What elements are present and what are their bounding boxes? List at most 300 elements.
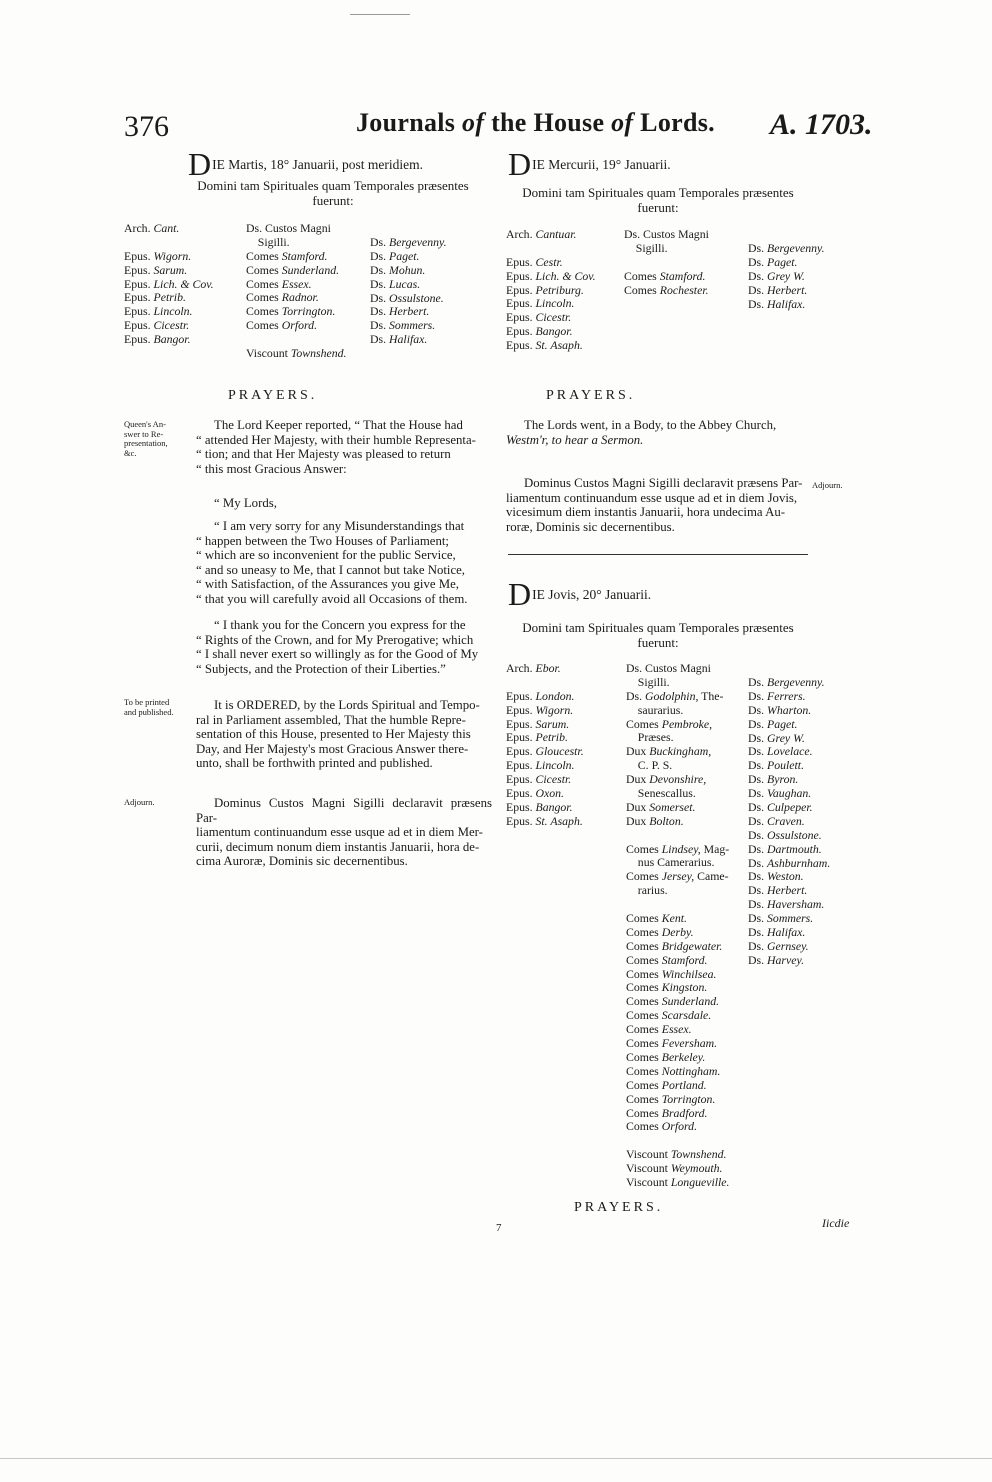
attendee-title: Epus.	[124, 276, 154, 291]
attendee-title: Ds.	[748, 758, 768, 773]
attendee-title: Comes	[626, 1091, 662, 1106]
attendee-entry	[626, 1107, 730, 1121]
attendee-title: Comes	[626, 924, 662, 939]
attendee-name: Lindsey,	[661, 841, 701, 856]
attendee-title: Arch.	[506, 661, 536, 675]
attendee-name: Petrib.	[153, 290, 186, 305]
attendee-title: Comes	[246, 304, 282, 319]
attendee-entry	[626, 676, 730, 690]
attendee-entry	[748, 954, 830, 968]
attendee-entry	[748, 759, 830, 773]
attendee-entry	[626, 884, 730, 898]
attendee-entry	[748, 298, 825, 312]
attendee-name: Stamford.	[281, 248, 328, 263]
attendee-name: Bangor.	[535, 324, 573, 339]
attendee-entry	[124, 264, 214, 278]
attendee-entry	[506, 759, 584, 773]
attendee-entry	[246, 222, 346, 236]
attendee-title: Ds.	[370, 235, 390, 249]
signature-mark: 7	[496, 1222, 502, 1234]
attendee-title: Comes	[626, 994, 662, 1009]
attendee-entry	[626, 968, 730, 982]
attendee-name: Petriburg.	[535, 282, 584, 297]
attendee-entry	[626, 773, 730, 787]
attendee-title: Epus.	[506, 268, 536, 283]
attendee-title: Ds.	[370, 304, 390, 319]
attendance-col-barons	[370, 236, 447, 347]
attendee-entry	[626, 1079, 730, 1093]
attendee-title: Ds.	[748, 827, 768, 842]
attendee-entry	[748, 256, 825, 270]
attendee-title: Comes	[626, 938, 662, 953]
attendee-name: Wigorn.	[153, 248, 192, 263]
attendee-name: Culpeper.	[767, 800, 813, 815]
attendee-entry	[124, 291, 214, 305]
attendee-name: Lucas.	[389, 276, 421, 291]
prayers-heading: PRAYERS.	[574, 1200, 664, 1215]
attendee-office: Mag-	[700, 841, 730, 856]
attendee-name: Townshend.	[670, 1147, 727, 1162]
attendee-title: Comes	[626, 1049, 662, 1064]
attendee-title: Ds.	[748, 268, 768, 283]
attendee-office: The-	[698, 688, 724, 703]
attendee-entry	[626, 1009, 730, 1023]
attendee-name: Petrib.	[535, 730, 568, 745]
attendee-name: Sunderland.	[281, 262, 340, 277]
attendee-entry	[626, 870, 730, 884]
attendee-entry	[626, 662, 730, 676]
attendee-entry	[124, 222, 214, 236]
attendee-title: Epus.	[506, 813, 536, 828]
catchword: Iicdie	[822, 1216, 850, 1230]
attendee-title: Ds.	[748, 813, 768, 828]
attendee-title: Præses.	[626, 730, 674, 745]
attendee-entry	[748, 912, 830, 926]
attendee-title: Epus.	[124, 248, 154, 263]
attendee-title: Epus.	[506, 702, 536, 717]
attendee-name: Orford.	[281, 318, 318, 333]
attendee-entry	[506, 676, 584, 690]
attendee-title: saurarius.	[626, 702, 684, 717]
attendee-entry	[626, 1093, 730, 1107]
attendee-title: Ds.	[748, 675, 768, 689]
attendee-entry	[246, 333, 346, 347]
attendee-entry	[124, 250, 214, 264]
marginal-note-printed: To be printed and published.	[124, 697, 174, 717]
present-heading: Domini tam Spirituales quam Temporales præsentes fuerunt:	[197, 178, 469, 208]
attendee-name: Bangor.	[535, 799, 573, 814]
attendee-entry	[370, 305, 447, 319]
attendee-entry	[626, 1037, 730, 1051]
attendee-name: Derby.	[661, 924, 694, 939]
attendee-name: Lich. & Cov.	[535, 268, 596, 283]
attendee-entry	[748, 870, 830, 884]
attendee-title: Senescallus.	[626, 786, 696, 801]
attendee-entry	[748, 898, 830, 912]
attendee-name: Bergevenny.	[767, 241, 825, 255]
attendee-name: Dartmouth.	[767, 841, 822, 856]
attendance-col-temporal	[626, 662, 730, 1190]
attendee-title: Dux	[626, 772, 650, 787]
attendee-entry	[626, 1023, 730, 1037]
attendee-entry	[626, 690, 730, 704]
attendee-name: Portland.	[661, 1077, 707, 1092]
attendee-title: Comes	[624, 282, 660, 297]
attendee-title: Epus.	[124, 290, 154, 305]
attendee-entry	[506, 773, 584, 787]
attendee-title: Ds. Custos Magni	[626, 661, 711, 675]
attendee-name: Herbert.	[767, 282, 808, 297]
attendee-title: Comes	[246, 318, 282, 333]
attendee-title: Ds.	[748, 855, 768, 870]
attendee-name: Mohun.	[389, 262, 426, 277]
running-title: Journals of the House of Lords.	[356, 108, 715, 137]
attendee-entry	[246, 250, 346, 264]
attendee-name: Townshend.	[290, 346, 347, 361]
attendee-name: Pembroke,	[661, 716, 713, 731]
attendee-title: Comes	[626, 1077, 662, 1092]
my-lords-salutation: “ My Lords,	[214, 496, 277, 510]
attendee-title: Comes	[626, 869, 662, 884]
attendee-name: Rochester.	[659, 282, 709, 297]
queens-answer-paragraph-1: “ I am very sorry for any Misunderstandings that “ happen between the Two Houses of Parliament; “ which are so inconvenient for the public Service, “ and so uneasy to Me, that I cannot but take Notice, “ with Satisfaction, of the Assurances you give Me, “ that you will carefully avoid all Occasions of them.	[196, 519, 468, 606]
attendee-name: Cestr.	[535, 254, 563, 269]
attendee-name: Poulett.	[767, 758, 805, 773]
attendee-name: Bergevenny.	[767, 675, 825, 689]
attendee-entry	[626, 940, 730, 954]
attendee-name: Ossulstone.	[767, 827, 822, 842]
attendee-entry	[626, 731, 730, 745]
attendee-name: Lovelace.	[767, 744, 813, 759]
attendee-title: Epus.	[506, 310, 536, 325]
attendee-name: London.	[535, 688, 575, 703]
attendee-entry	[624, 228, 709, 242]
attendance-col-barons	[748, 242, 825, 311]
attendee-name: Bergevenny.	[389, 235, 447, 249]
attendee-name: Ebor.	[535, 661, 561, 675]
attendee-title: Ds.	[748, 938, 768, 953]
attendee-name: Paget.	[767, 716, 798, 731]
attendee-entry	[506, 731, 584, 745]
attendee-entry	[626, 787, 730, 801]
attendee-entry	[506, 297, 596, 311]
attendee-entry	[626, 1148, 730, 1162]
attendee-entry	[506, 256, 596, 270]
attendee-title: Ds.	[748, 744, 768, 759]
attendee-name: Orford.	[661, 1119, 698, 1134]
attendee-title: nus Camerarius.	[626, 855, 715, 870]
attendee-name: Cicestr.	[153, 318, 190, 333]
attendee-title: Epus.	[506, 338, 536, 353]
attendee-title: Ds.	[748, 786, 768, 801]
attendance-col-spiritual	[124, 222, 214, 347]
attendee-title: Comes	[626, 1036, 662, 1051]
attendee-entry	[626, 1176, 730, 1190]
attendee-entry	[246, 347, 346, 361]
attendee-entry	[626, 981, 730, 995]
attendee-name: St. Asaph.	[535, 813, 583, 828]
attendee-title: Comes	[626, 980, 662, 995]
attendee-entry	[506, 270, 596, 284]
attendee-entry	[246, 278, 346, 292]
attendee-entry	[506, 228, 596, 242]
attendance-col-spiritual	[506, 228, 596, 353]
attendee-entry	[626, 745, 730, 759]
attendee-title: Epus.	[506, 296, 536, 311]
attendee-name: Bolton.	[649, 813, 684, 828]
bottom-edge-line	[0, 1458, 992, 1459]
present-heading: Domini tam Spirituales quam Temporales præsentes fuerunt:	[522, 185, 794, 215]
attendee-entry	[748, 690, 830, 704]
attendee-name: Byron.	[767, 772, 799, 787]
attendance-col-barons	[748, 676, 830, 968]
attendee-name: Berkeley.	[661, 1049, 706, 1064]
attendee-name: Godolphin,	[645, 688, 699, 703]
attendee-name: Feversham.	[661, 1036, 718, 1051]
attendee-entry	[624, 270, 709, 284]
attendee-entry	[626, 801, 730, 815]
attendee-name: Devonshire,	[649, 772, 707, 787]
attendee-title: Ds. Custos Magni	[246, 221, 331, 235]
attendee-entry	[506, 662, 584, 676]
attendee-name: Haversham.	[767, 897, 825, 912]
attendee-entry	[506, 325, 596, 339]
attendee-entry	[626, 704, 730, 718]
attendee-entry	[370, 250, 447, 264]
attendee-name: Wigorn.	[535, 702, 574, 717]
attendee-name: Oxon.	[535, 786, 565, 801]
attendee-name: Sommers.	[767, 911, 814, 926]
attendee-entry	[626, 856, 730, 870]
attendee-title: Viscount	[626, 1174, 671, 1189]
attendee-title: Comes	[246, 262, 282, 277]
attendee-title: Comes	[626, 1119, 662, 1134]
attendee-title: Sigilli.	[246, 234, 290, 249]
attendee-name: Wharton.	[767, 702, 812, 717]
attendee-name: Jersey,	[661, 869, 695, 884]
attendee-title: Epus.	[124, 318, 154, 333]
attendee-title: Comes	[626, 1105, 662, 1120]
attendee-title: Ds.	[748, 883, 768, 898]
adjournment-mercurii: Dominus Custos Magni Sigilli declaravit præsens Par- liamentum continuandum esse usque ad et in diem Jovis, vicesimum diem instantis Januarii, hora undecima Au- roræ, Dominis sic decernentibus.	[506, 476, 803, 534]
attendee-name: Buckingham,	[649, 744, 712, 759]
attendee-title: Comes	[626, 952, 662, 967]
attendee-entry	[748, 704, 830, 718]
attendee-title: Ds.	[748, 254, 768, 269]
attendee-name: Kent.	[661, 911, 687, 926]
attendee-title: Arch.	[506, 227, 536, 241]
attendee-name: Bradford.	[661, 1105, 708, 1120]
attendee-title: Ds.	[748, 702, 768, 717]
attendee-name: Gloucestr.	[535, 744, 584, 759]
attendee-title: Ds. Custos Magni	[624, 227, 709, 241]
attendee-entry	[506, 311, 596, 325]
attendee-title: Ds.	[748, 952, 768, 967]
attendee-title: Dux	[626, 813, 650, 828]
attendee-title: Ds.	[748, 800, 768, 815]
attendee-name: Weston.	[767, 869, 804, 884]
attendee-entry	[626, 815, 730, 829]
attendee-title: Epus.	[506, 744, 536, 759]
attendee-entry	[748, 745, 830, 759]
attendee-entry	[748, 884, 830, 898]
attendee-title: Ds.	[748, 716, 768, 731]
attendee-name: Torrington.	[281, 304, 336, 319]
attendee-entry	[748, 773, 830, 787]
attendee-name: Cicestr.	[535, 310, 572, 325]
attendee-entry	[748, 940, 830, 954]
marginal-note-adjourn: Adjourn.	[812, 480, 843, 490]
attendee-title: Comes	[626, 716, 662, 731]
attendee-title: Epus.	[506, 786, 536, 801]
attendee-title: Ds.	[748, 869, 768, 884]
attendee-title: Ds.	[748, 282, 768, 297]
attendee-entry	[626, 995, 730, 1009]
attendee-title: Comes	[246, 290, 282, 305]
attendee-title: Comes	[626, 1008, 662, 1023]
attendee-entry	[748, 270, 825, 284]
attendee-title: Dux	[626, 799, 650, 814]
attendee-name: Halifax.	[767, 296, 806, 311]
attendee-entry	[506, 801, 584, 815]
attendee-entry	[506, 815, 584, 829]
attendee-name: Herbert.	[767, 883, 808, 898]
attendee-name: Grey W.	[767, 730, 805, 745]
attendee-entry	[370, 278, 447, 292]
attendee-name: Cant.	[153, 221, 180, 235]
attendee-name: St. Asaph.	[535, 338, 583, 353]
attendee-entry	[748, 676, 830, 690]
attendee-title: Viscount	[626, 1147, 671, 1162]
attendee-entry	[624, 284, 709, 298]
attendee-name: Sunderland.	[661, 994, 720, 1009]
attendee-title: Comes	[626, 911, 662, 926]
attendee-name: Lincoln.	[153, 304, 193, 319]
attendee-entry	[370, 236, 447, 250]
attendee-title: Ds.	[370, 248, 390, 263]
attendee-entry	[506, 704, 584, 718]
attendee-title: Epus.	[506, 772, 536, 787]
attendee-entry	[748, 815, 830, 829]
attendee-title: Comes	[246, 276, 282, 291]
adjournment-martis: Dominus Custos Magni Sigilli declaravit præsens Par- liamentum continuandum esse usque ad et in diem Mer- curii, decimum nonum diem instantis Januarii, hora de- cima Auroræ, Dominis sic decernentibus.	[196, 796, 492, 869]
attendee-title: Arch.	[124, 221, 154, 235]
attendee-name: Lich. & Cov.	[153, 276, 214, 291]
year-heading: A. 1703.	[770, 108, 873, 141]
lords-abbey-sermon: The Lords went, in a Body, to the Abbey Church, Westm'r, to hear a Sermon.	[506, 418, 777, 447]
attendee-name: Stamford.	[659, 268, 706, 283]
attendee-entry	[124, 278, 214, 292]
attendee-title: Comes	[626, 841, 662, 856]
attendee-entry	[626, 829, 730, 843]
attendee-name: Herbert.	[389, 304, 430, 319]
attendee-name: Ferrers.	[767, 688, 806, 703]
queens-answer-paragraph-2: “ I thank you for the Concern you express for the “ Rights of the Crown, and for My Prerogative; which “ I shall never exert so willingly as for the Good of My “ Subjects, and the Protection of their Liberties.”	[196, 618, 479, 676]
attendee-entry	[748, 829, 830, 843]
attendee-entry	[124, 333, 214, 347]
attendee-entry	[370, 292, 447, 306]
attendee-name: Gernsey.	[767, 938, 809, 953]
attendee-name: Nottingham.	[661, 1063, 721, 1078]
attendee-title: Ds.	[748, 241, 768, 255]
attendee-entry	[626, 1162, 730, 1176]
attendee-entry	[626, 926, 730, 940]
attendee-entry	[124, 305, 214, 319]
attendee-title: Ds.	[370, 318, 390, 333]
lord-keeper-report: The Lord Keeper reported, “ That the House had “ attended Her Majesty, with their humble Representa- “ tion; and that Her Majesty was pleased to return “ this most Gracious Answer:	[196, 418, 476, 476]
day-heading-mercurii: DIE Mercurii, 19° Januarii.	[508, 146, 671, 182]
attendee-entry	[748, 801, 830, 815]
attendee-entry	[246, 264, 346, 278]
attendee-title: Ds.	[370, 276, 390, 291]
attendee-name: Bangor.	[153, 332, 191, 347]
attendee-title: Ds.	[748, 688, 768, 703]
attendee-title: Dux	[626, 744, 650, 759]
present-heading: Domini tam Spirituales quam Temporales præsentes fuerunt:	[522, 620, 794, 650]
attendee-entry	[748, 242, 825, 256]
attendee-title: Ds.	[748, 911, 768, 926]
attendee-name: Bridgewater.	[661, 938, 723, 953]
attendee-entry	[246, 305, 346, 319]
attendee-title: Epus.	[124, 332, 154, 347]
top-rule	[350, 14, 410, 15]
attendee-entry	[626, 912, 730, 926]
day-heading-martis: DIE Martis, 18° Januarii, post meridiem.	[188, 146, 423, 182]
attendee-title: Ds.	[370, 290, 390, 305]
attendee-name: Scarsdale.	[661, 1008, 712, 1023]
marginal-note-adjourn: Adjourn.	[124, 797, 155, 807]
attendee-name: Sarum.	[153, 262, 188, 277]
attendee-name: Paget.	[767, 254, 798, 269]
attendee-title: Epus.	[124, 304, 154, 319]
attendee-title: Ds.	[626, 688, 646, 703]
attendee-entry	[246, 236, 346, 250]
attendee-entry	[506, 745, 584, 759]
attendee-name: Ashburnham.	[767, 855, 831, 870]
attendee-title: Epus.	[506, 324, 536, 339]
attendee-name: Essex.	[661, 1022, 692, 1037]
attendee-name: Halifax.	[389, 332, 428, 347]
attendee-name: Craven.	[767, 813, 805, 828]
attendee-name: Weymouth.	[670, 1161, 723, 1176]
attendee-entry	[626, 898, 730, 912]
attendee-name: Kingston.	[661, 980, 708, 995]
attendee-title: Sigilli.	[624, 240, 668, 255]
attendee-entry	[246, 291, 346, 305]
attendee-entry	[624, 256, 709, 270]
attendee-entry	[124, 319, 214, 333]
attendee-title: rarius.	[626, 883, 668, 898]
attendee-entry	[626, 1134, 730, 1148]
attendee-entry	[506, 690, 584, 704]
attendee-entry	[626, 1120, 730, 1134]
attendee-entry	[506, 284, 596, 298]
prayers-heading: PRAYERS.	[228, 388, 318, 403]
attendee-entry	[748, 843, 830, 857]
attendee-name: Sommers.	[389, 318, 436, 333]
attendance-col-temporal	[246, 222, 346, 361]
attendee-entry	[124, 236, 214, 250]
attendee-title: Comes	[624, 268, 660, 283]
attendee-title: Epus.	[506, 688, 536, 703]
attendee-name: Winchilsea.	[661, 966, 717, 981]
attendee-name: Sarum.	[535, 716, 570, 731]
marginal-note-queens-answer: Queen's An- swer to Re- presentation, &c.	[124, 419, 168, 458]
attendee-entry	[748, 732, 830, 746]
attendee-title: Epus.	[124, 262, 154, 277]
attendee-name: Halifax.	[767, 925, 806, 940]
prayers-heading: PRAYERS.	[546, 388, 636, 403]
